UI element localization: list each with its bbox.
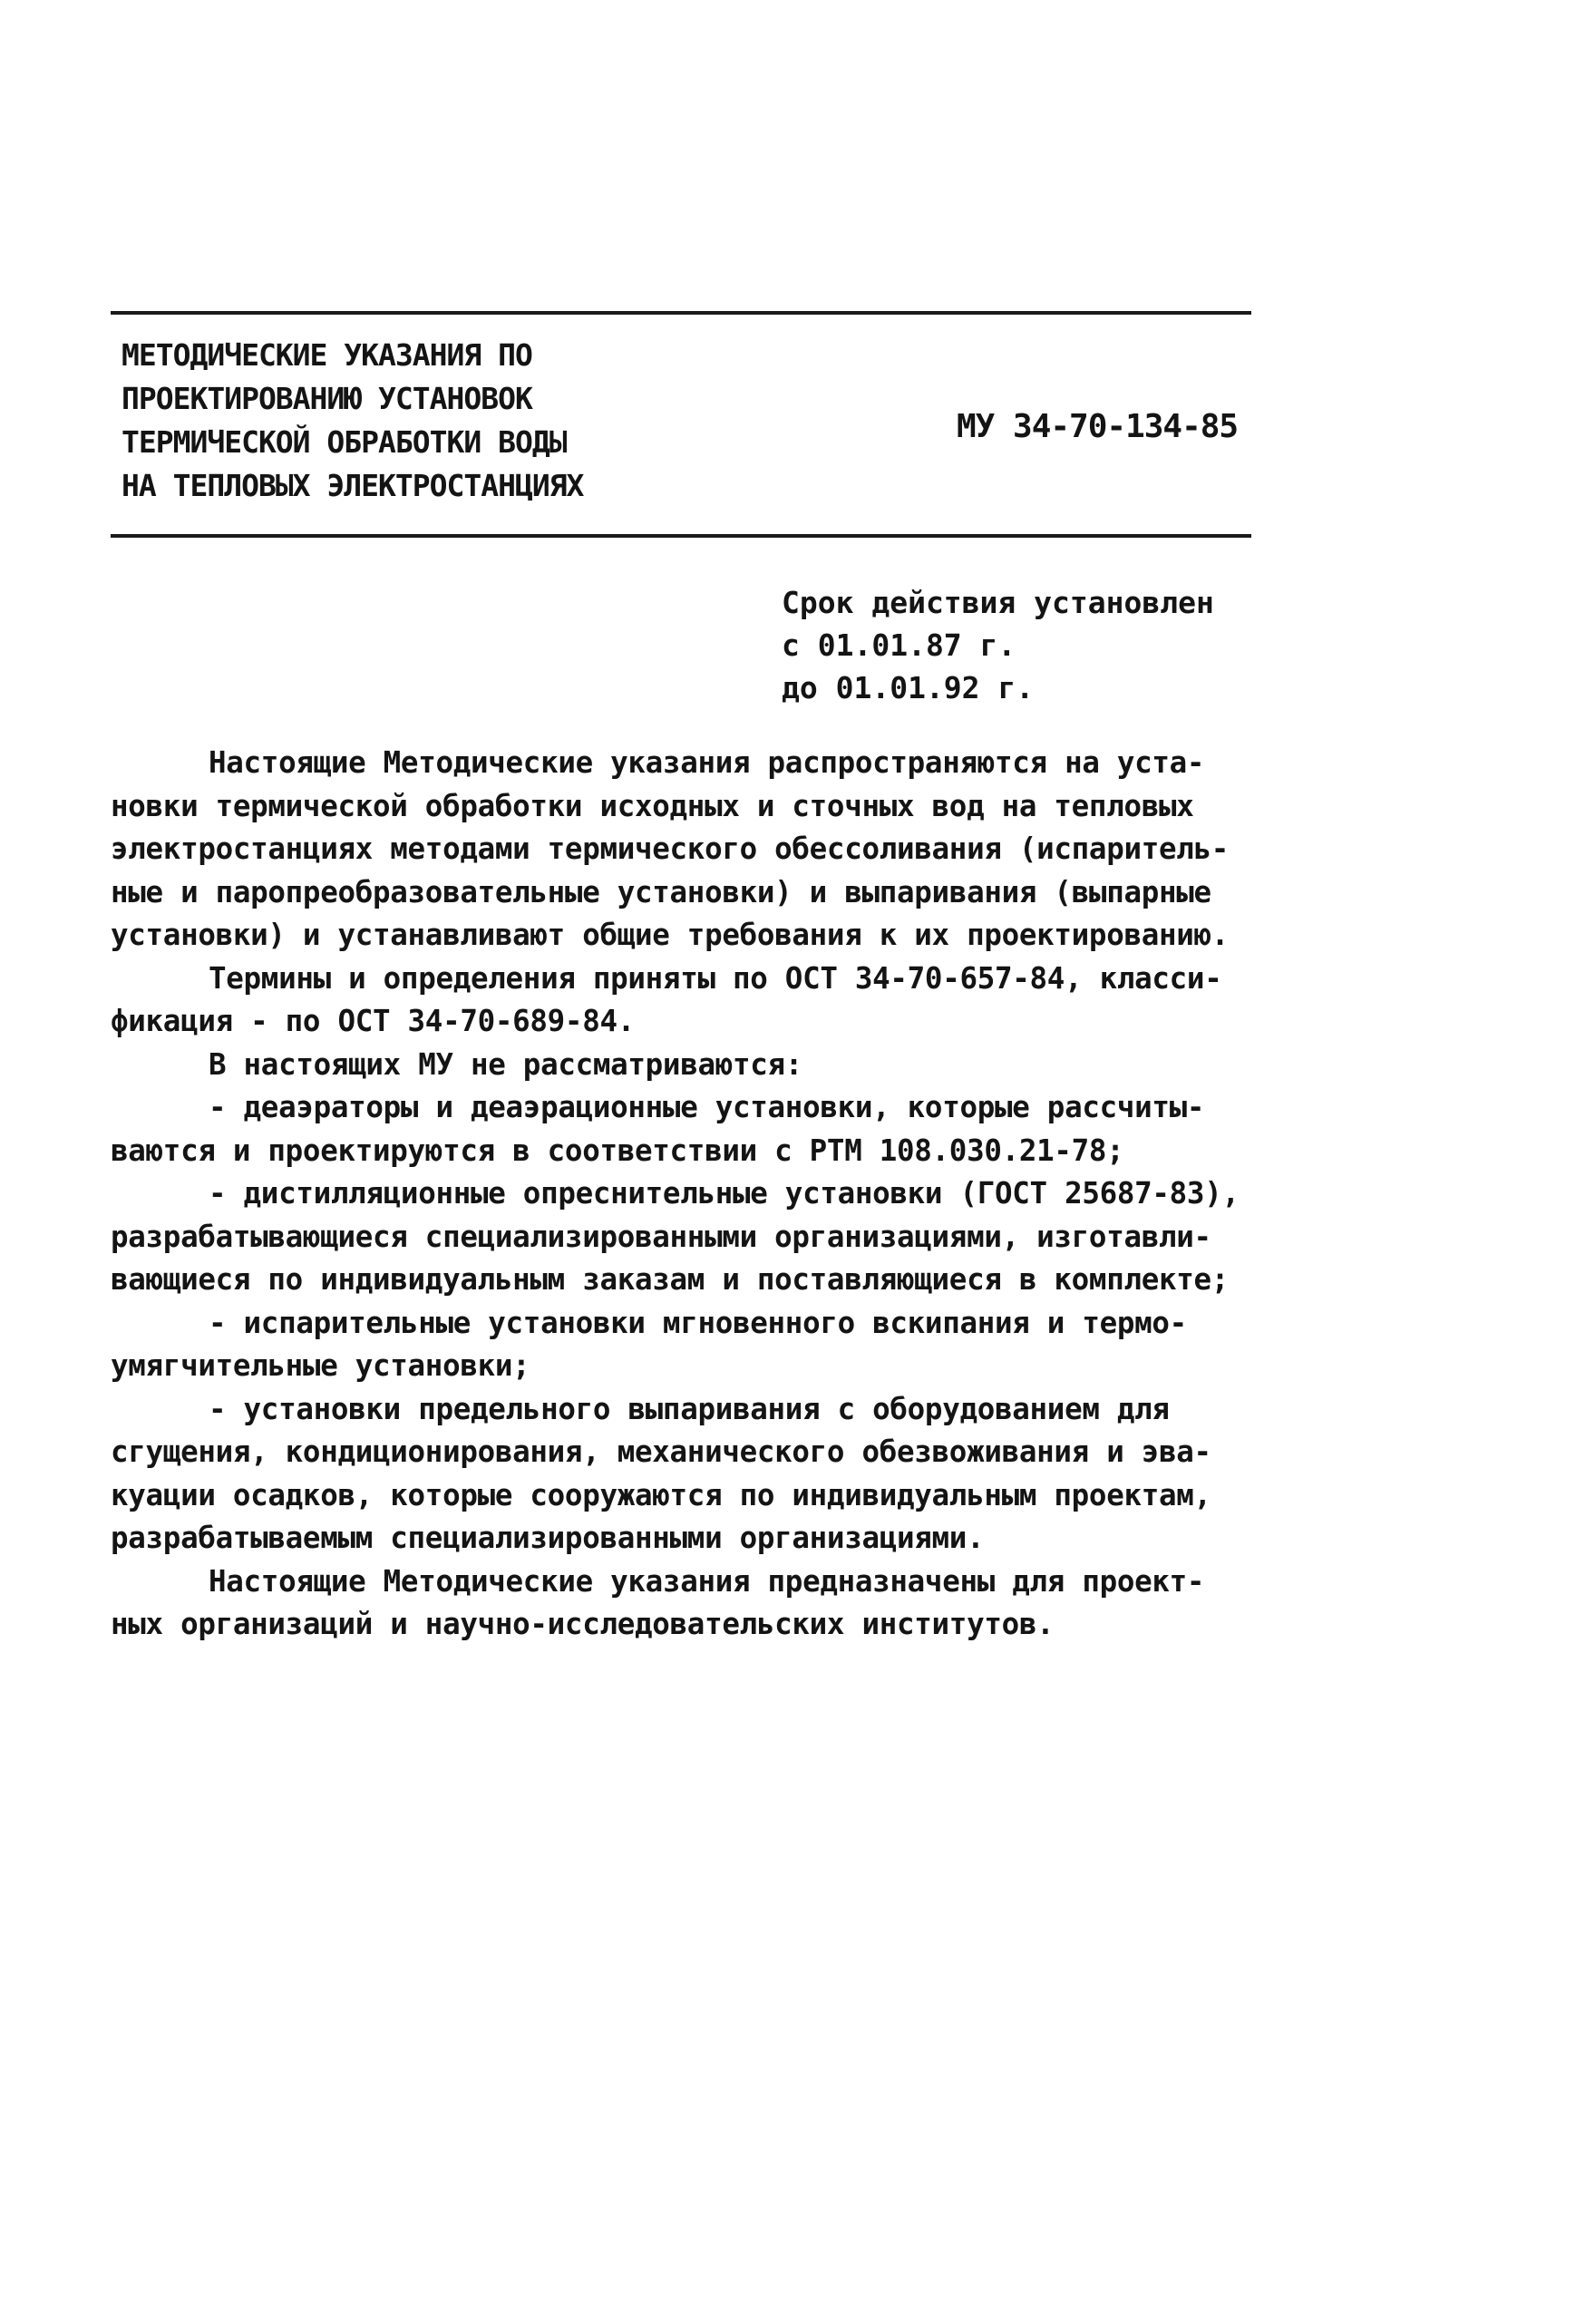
validity-line: Срок действия установлен [782,585,1214,620]
body-line: - дистилляционные опреснительные установки (ГОСТ 25687-83), [209,1176,1240,1211]
title-line: ПРОЕКТИРОВАНИЮ УСТАНОВОК [122,381,532,416]
document-code: МУ 34-70-134-85 [957,408,1239,445]
body-line: ваются и проектируются в соответствии с РТМ 108.030.21-78; [111,1133,1124,1168]
body-line: Настоящие Методические указания предназначены для проект- [209,1563,1205,1599]
body-line: вающиеся по индивидуальным заказам и поставляющиеся в комплекте; [111,1262,1230,1297]
body-line: фикация - по ОСТ 34-70-689-84. [111,1004,635,1038]
validity-line: до 01.01.92 г. [782,670,1035,705]
bottom-rule [111,534,1251,538]
body-line: разрабатывающиеся специализированными организациями, изготавли- [111,1219,1211,1254]
body-line: электростанциях методами термического обессоливания (испаритель- [111,831,1230,866]
top-rule [111,311,1251,315]
body-line: установки) и устанавливают общие требования к их проектированию. [111,918,1230,952]
validity-period [782,581,1214,709]
body-line: - установки предельного выпаривания с оборудованием для [209,1391,1170,1426]
title-line: МЕТОДИЧЕСКИЕ УКАЗАНИЯ ПО [122,337,532,373]
body-line: Термины и определения приняты по ОСТ 34-70-657-84, класси- [209,960,1222,996]
title-line: ТЕРМИЧЕСКОЙ ОБРАБОТКИ ВОДЫ [122,424,567,460]
validity-line: с 01.01.87 г. [782,627,1016,663]
body-line: умягчительные установки; [111,1348,530,1383]
body-line: Настоящие Методические указания распространяются на уста- [209,745,1205,780]
body-line: ные и паропреобразовательные установки) и выпаривания (выпарные [111,874,1211,909]
body-text [111,742,1253,1647]
body-line: ных организаций и научно-исследовательских институтов. [111,1607,1055,1641]
body-line: разрабатываемым специализированными организациями. [111,1521,985,1555]
document-title [122,334,811,508]
body-line: сгущения, кондиционирования, механического обезвоживания и эва- [111,1434,1211,1469]
title-line: НА ТЕПЛОВЫХ ЭЛЕКТРОСТАНЦИЯХ [122,468,584,503]
body-line: куации осадков, которые сооружаются по индивидуальным проектам, [111,1477,1211,1512]
body-line: В настоящих МУ не рассматриваются: [209,1046,803,1082]
body-line: - деаэраторы и деаэрационные установки, которые рассчиты- [209,1090,1205,1124]
body-line: - испарительные установки мгновенного вскипания и термо- [209,1305,1187,1340]
body-line: новки термической обработки исходных и сточных вод на тепловых [111,788,1194,823]
